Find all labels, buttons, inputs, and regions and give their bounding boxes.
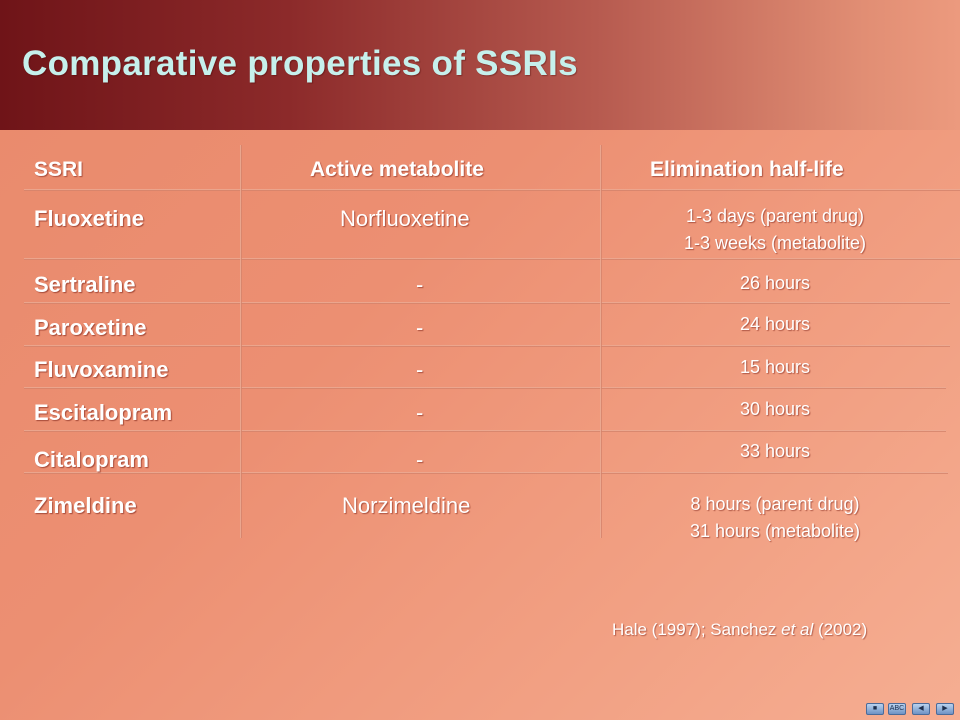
drug-name: Escitalopram bbox=[34, 400, 173, 425]
half-life bbox=[640, 203, 910, 257]
drug-name: Fluoxetine bbox=[34, 206, 145, 231]
half-life bbox=[640, 438, 910, 465]
half-life bbox=[640, 491, 910, 545]
drug-name: Zimeldine bbox=[34, 493, 137, 518]
citation-italic: et al bbox=[781, 620, 814, 639]
forward-arrow-icon: ▶ bbox=[942, 705, 948, 712]
half-life bbox=[640, 311, 910, 338]
header-active-metabolite: Active metabolite bbox=[310, 158, 484, 181]
drug-name: Sertraline bbox=[34, 272, 136, 297]
half-life bbox=[640, 270, 910, 297]
header-elimination-half-life: Elimination half-life bbox=[650, 158, 844, 181]
back-arrow-icon: ◀ bbox=[918, 705, 924, 712]
row-divider bbox=[24, 387, 946, 389]
half-life-line: 1-3 days (parent drug) bbox=[685, 206, 865, 226]
half-life-line: 8 hours (parent drug) bbox=[690, 494, 860, 514]
half-life-line: 33 hours bbox=[739, 441, 811, 461]
drug-name: Citalopram bbox=[34, 447, 149, 472]
half-life bbox=[640, 396, 910, 423]
abc-nav-button[interactable]: ABC bbox=[888, 703, 906, 715]
active-metabolite: - bbox=[416, 400, 424, 425]
column-divider bbox=[240, 145, 242, 538]
drug-name: Paroxetine bbox=[34, 315, 147, 340]
active-metabolite: - bbox=[416, 357, 424, 382]
active-metabolite: - bbox=[416, 315, 424, 340]
half-life-line: 24 hours bbox=[739, 314, 811, 334]
row-divider bbox=[24, 189, 960, 191]
slide-title: Comparative properties of SSRIs bbox=[22, 44, 578, 83]
half-life-line: 15 hours bbox=[739, 357, 811, 377]
active-metabolite: - bbox=[416, 272, 424, 297]
active-metabolite: Norfluoxetine bbox=[340, 206, 470, 231]
back-nav-button[interactable] bbox=[912, 703, 930, 715]
half-life-line: 1-3 weeks (metabolite) bbox=[683, 233, 867, 253]
active-metabolite: - bbox=[416, 447, 424, 472]
half-life-line: 31 hours (metabolite) bbox=[689, 521, 861, 541]
half-life-line: 30 hours bbox=[739, 399, 811, 419]
active-metabolite: Norzimeldine bbox=[342, 493, 471, 518]
row-divider bbox=[24, 302, 950, 304]
half-life-line: 26 hours bbox=[739, 273, 811, 293]
citation-text: Hale (1997); Sanchez bbox=[612, 620, 782, 639]
citation bbox=[612, 620, 867, 640]
citation-year: (2002) bbox=[813, 620, 868, 639]
home-icon: ■ bbox=[872, 705, 878, 712]
column-divider bbox=[600, 145, 602, 538]
row-divider bbox=[24, 430, 946, 432]
header-ssri: SSRI bbox=[34, 158, 84, 181]
row-divider bbox=[24, 472, 948, 474]
row-divider bbox=[24, 258, 960, 260]
half-life bbox=[640, 354, 910, 381]
home-nav-button[interactable] bbox=[866, 703, 884, 715]
forward-nav-button[interactable] bbox=[936, 703, 954, 715]
drug-name: Fluvoxamine bbox=[34, 357, 169, 382]
row-divider bbox=[24, 345, 950, 347]
